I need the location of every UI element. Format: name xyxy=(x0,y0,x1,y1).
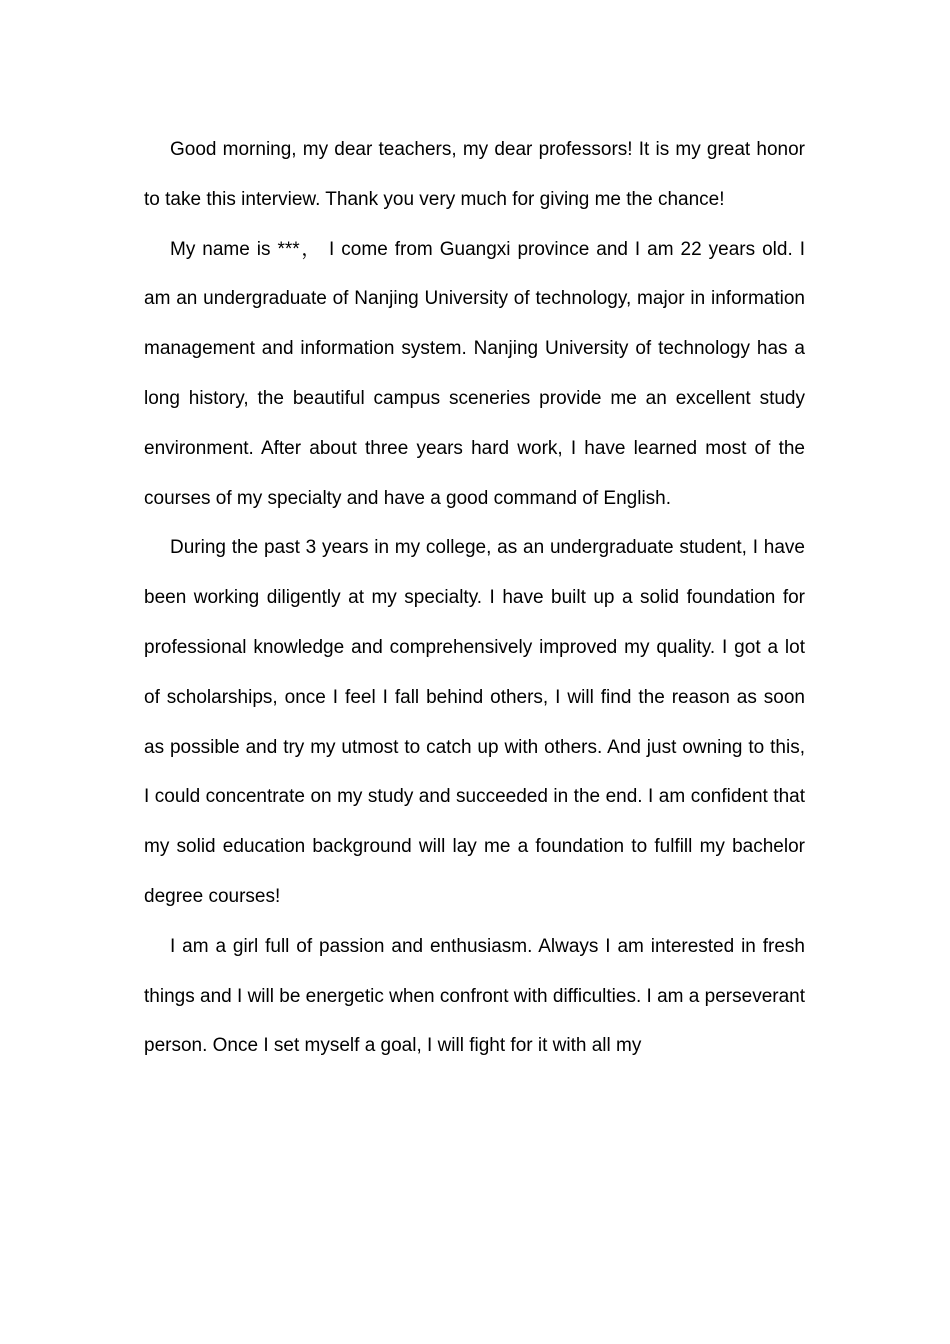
paragraph-personality: I am a girl full of passion and enthusiasm. Always I am interested in fresh things and I will be energetic when confront with difficulties. I am a perseverant person. Once I set myself a goal, I will fight for it with all my xyxy=(144,935,805,1057)
paragraph-introduction: My name is ***， I come from Guangxi province and I am 22 years old. I am an undergraduate of Nanjing University of technology, major in information management and information system. Nanjing University of technology has a long history, the beautiful campus sceneries provide me an excellent study environment. After about three years hard work, I have learned most of the courses of my specialty and have a good command of English. xyxy=(144,238,805,509)
paragraph-college-experience: During the past 3 years in my college, as an undergraduate student, I have been working diligently at my specialty. I have built up a solid foundation for professional knowledge and comprehensively improved my quality. I got a lot of scholarships, once I feel I fall behind others, I will find the reason as soon as possible and try my utmost to catch up with others. And just owning to this, I could concentrate on my study and succeeded in the end. I am confident that my solid education background will lay me a foundation to fulfill my bachelor degree courses! xyxy=(144,537,805,907)
document-body xyxy=(144,125,805,1071)
paragraph-greeting: Good morning, my dear teachers, my dear professors! It is my great honor to take this interview. Thank you very much for giving me the chance! xyxy=(144,139,805,210)
